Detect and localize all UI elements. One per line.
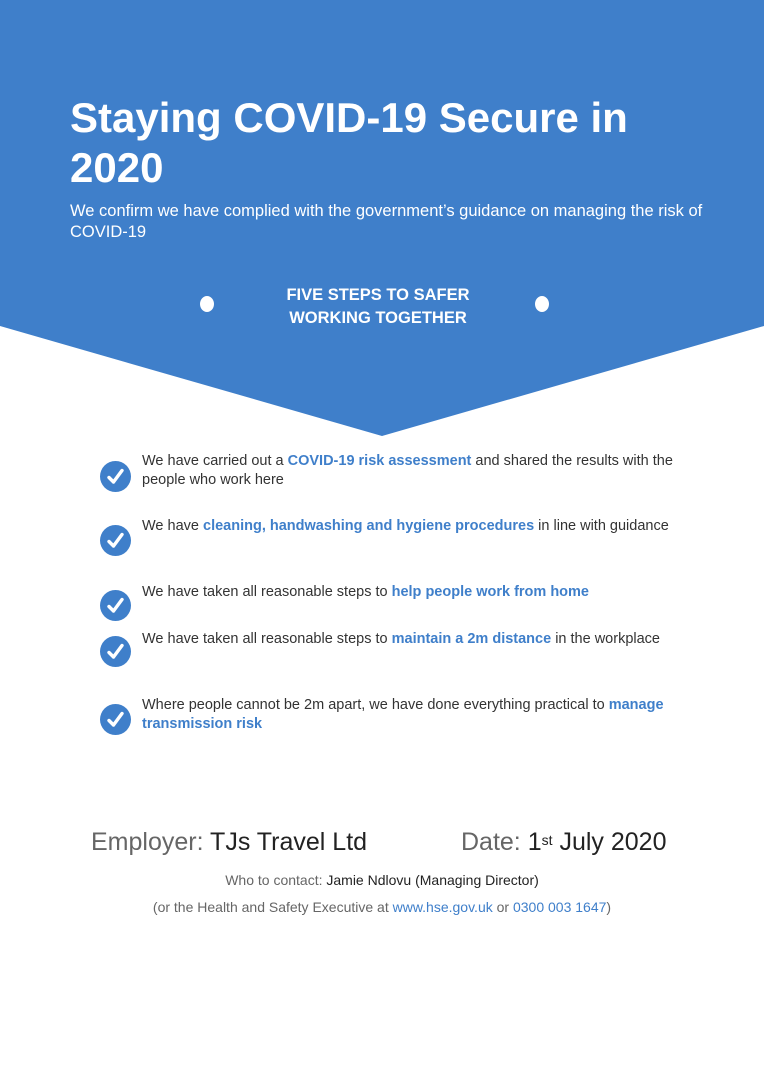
checklist-text-before: We have taken all reasonable steps to: [142, 631, 392, 647]
checklist-text: [142, 630, 702, 649]
date-rest: July 2020: [559, 828, 667, 856]
checklist-text: [142, 583, 702, 602]
checklist-text-after: in line with guidance: [534, 518, 669, 534]
checkmark-circle-icon: [100, 525, 131, 556]
hse-website-link[interactable]: www.hse.gov.uk: [392, 899, 493, 915]
hse-or: or: [496, 899, 510, 915]
hse-phone-link[interactable]: 0300 003 1647: [512, 899, 607, 915]
page-title: Staying COVID-19 Secure in 2020: [70, 94, 628, 191]
employer-value: TJs Travel Ltd: [210, 828, 368, 856]
employer-label: Employer:: [91, 828, 204, 856]
steps-heading: [250, 284, 506, 330]
hse-close: ): [606, 899, 612, 915]
contact-label: Who to contact:: [225, 872, 323, 888]
bullet-dot-left: [200, 296, 214, 312]
checklist-text: [142, 517, 702, 536]
steps-heading-line1: FIVE STEPS TO SAFER: [286, 286, 470, 304]
steps-heading-line2: WORKING TOGETHER: [289, 309, 467, 327]
checkmark-circle-icon: [100, 704, 131, 735]
date-suffix: st: [541, 832, 553, 848]
checklist-text: [142, 696, 702, 734]
checklist-text-after: and shared the results with the people who work here: [142, 453, 673, 488]
page-subtitle: We confirm we have complied with the government’s guidance on managing the risk of COVID-19: [70, 202, 703, 241]
date-block: [461, 825, 667, 859]
checklist-text-before: We have: [142, 518, 203, 534]
checkmark-circle-icon: [100, 636, 131, 667]
employer-date-line: [91, 825, 691, 859]
date-label: Date:: [461, 828, 521, 856]
checklist-highlight: manage transmission risk: [142, 697, 664, 732]
bullet-dot-right: [535, 296, 549, 312]
checklist-text-before: Where people cannot be 2m apart, we have done everything practical to: [142, 697, 609, 713]
checklist-highlight: help people work from home: [391, 584, 589, 600]
checklist-text-after: in the workplace: [551, 631, 660, 647]
checkmark-circle-icon: [100, 461, 131, 492]
checklist-highlight: maintain a 2m distance: [391, 631, 552, 647]
checklist-highlight: cleaning, handwashing and hygiene procedures: [203, 518, 535, 534]
checklist-highlight: COVID-19 risk assessment: [287, 453, 472, 469]
checklist-text-before: We have carried out a: [142, 453, 288, 469]
checkmark-circle-icon: [100, 590, 131, 621]
date-day: 1: [527, 828, 542, 856]
contact-line: [0, 870, 764, 890]
hse-prefix: (or the Health and Safety Executive at: [152, 899, 389, 915]
checklist-text-before: We have taken all reasonable steps to: [142, 584, 392, 600]
contact-value: Jamie Ndlovu (Managing Director): [326, 872, 539, 888]
checklist-text: [142, 452, 702, 490]
date-value: [528, 828, 667, 856]
hse-line: [0, 897, 764, 917]
